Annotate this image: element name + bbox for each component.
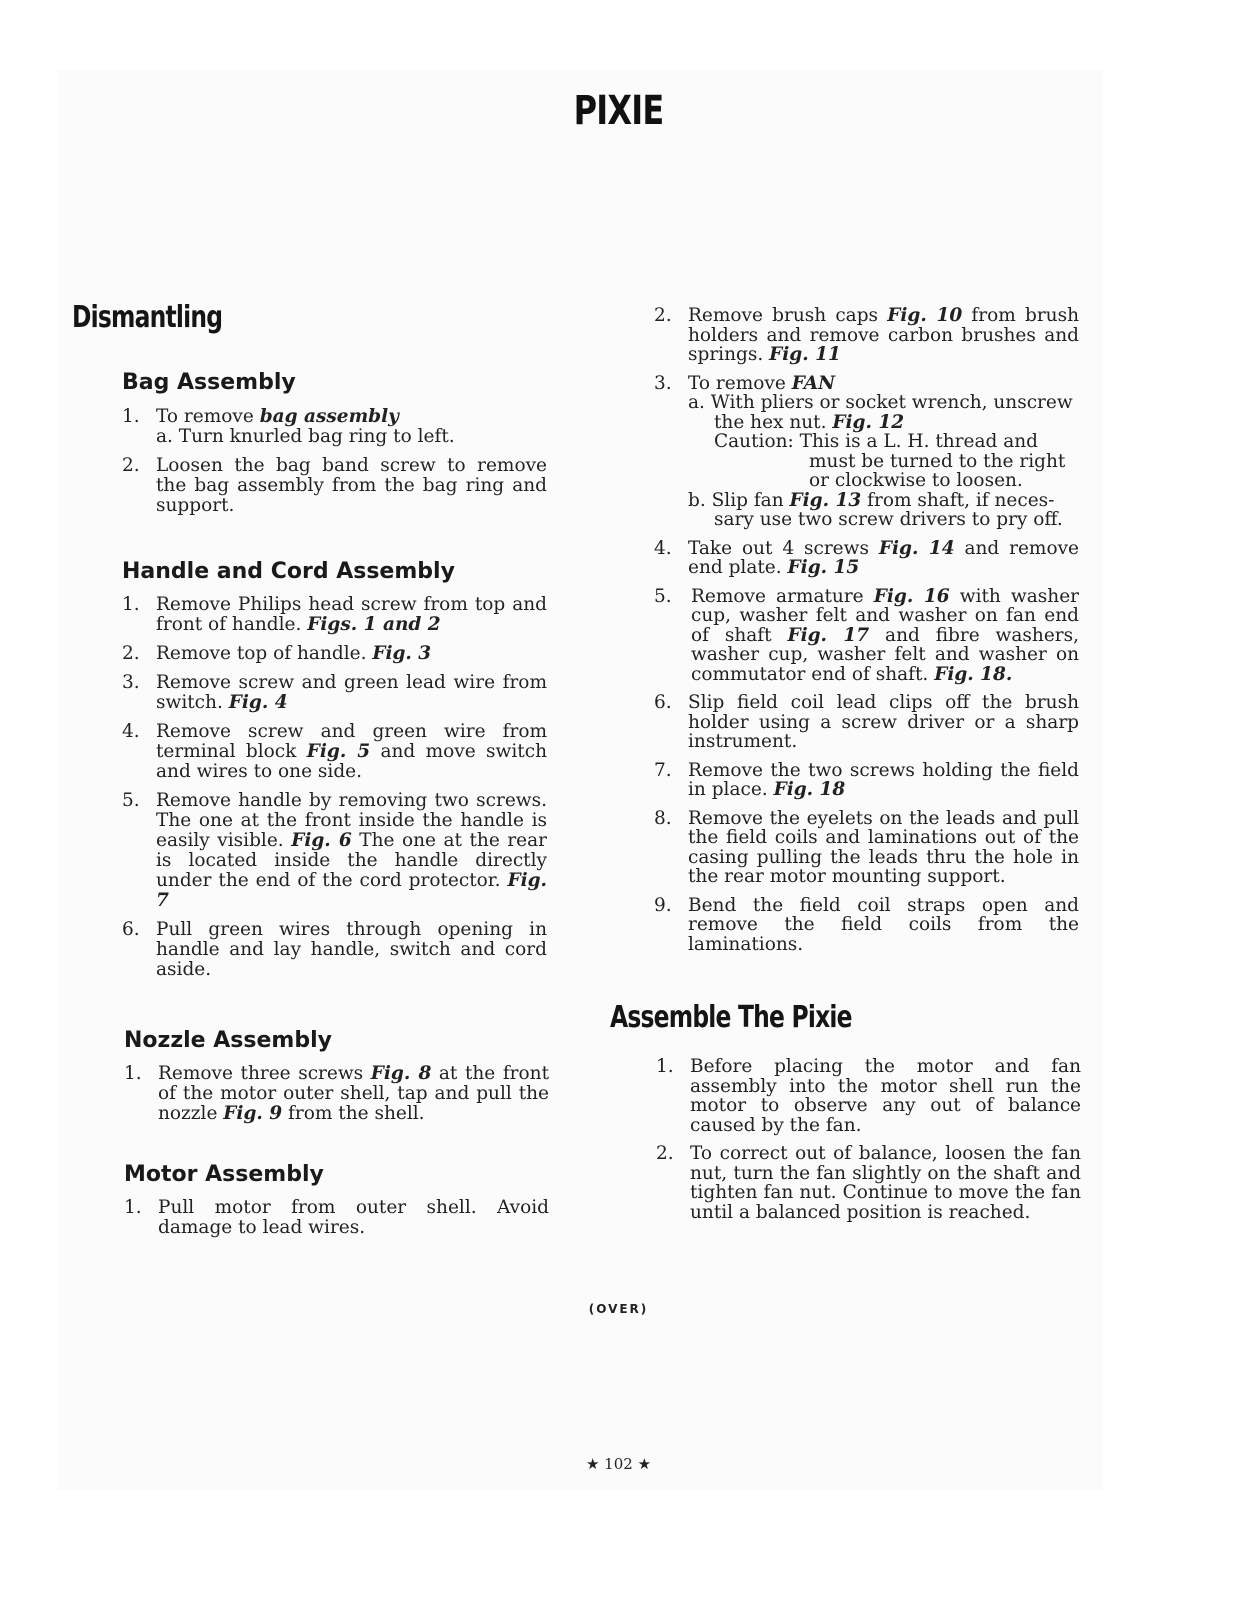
page-title: PIXIE (573, 88, 664, 134)
list-item: 8. Remove the eyelets on the leads and pull the field coils and laminations out of the casing pulling the leads thru the hole in the rear motor mounting support. (654, 807, 1079, 887)
list-item: 5. Remove armature Fig. 16 with washer cup, washer felt and washer on fan end of shaft Fig. 17 and fibre washers, washer cup, washer felt and washer on commutator end of shaft. Fig. 18. (654, 585, 1079, 685)
list-item: 6. Pull green wires through opening in handle and lay handle, switch and cord aside. (122, 919, 547, 980)
dismantling-heading: Dismantling (72, 300, 223, 335)
nozzle-assembly-list (124, 1064, 549, 1133)
list-item: 7. Remove the two screws holding the field in place. Fig. 18 (654, 759, 1079, 800)
list-item: 1. Remove Philips head screw from top and front of handle. Figs. 1 and 2 (122, 594, 547, 635)
handle-cord-assembly-list (122, 595, 547, 989)
list-item: 4. Remove screw and green wire from terminal block Fig. 5 and move switch and wires to one side. (122, 721, 548, 782)
list-item: 1. Pull motor from outer shell. Avoid damage to lead wires. (124, 1197, 549, 1238)
handle-cord-assembly-heading: Handle and Cord Assembly (122, 559, 455, 584)
list-item: 2. Remove top of handle. Fig. 3 (122, 643, 432, 664)
motor-assembly-heading: Motor Assembly (124, 1162, 324, 1187)
page-number: ★ 102 ★ (585, 1455, 652, 1473)
list-item: 2. To correct out of balance, loosen the fan nut, turn the fan slightly on the shaft and tighten fan nut. Continue to move the fan until a balanced position is reached. (656, 1143, 1081, 1223)
over-note: (OVER) (588, 1302, 649, 1316)
list-item: 1. To remove bag assembly a. Turn knurled bag ring to left. (122, 406, 455, 447)
list-item: 1. Remove three screws Fig. 8 at the front of the motor outer shell, tap and pull the nozzle Fig. 9 from the shell. (124, 1063, 549, 1124)
assemble-list (656, 1057, 1081, 1231)
nozzle-assembly-heading: Nozzle Assembly (124, 1028, 332, 1053)
list-item: 9. Bend the field coil straps open and remove the field coils from the laminations. (654, 894, 1079, 955)
assemble-heading: Assemble The Pixie (610, 1000, 852, 1035)
list-item: 5. Remove handle by removing two screws. The one at the front inside the handle is easily visible. Fig. 6 The one at the rear is located inside the handle directly under the end of the cord protector. Fig. 7 (122, 790, 547, 911)
list-item: 2. Remove brush caps Fig. 10 from brush holders and remove carbon brushes and springs. Fig. 11 (654, 305, 1079, 365)
list-item: 3. To remove FAN a. With pliers or socket wrench, unscrew the hex nut. Fig. 12 Caution: This is a L. H. thread and must be turned to the right or clockwise to loosen. b. Slip fan Fig. 13 from shaft, if neces- sary use two screw drivers to pry off. (654, 372, 1073, 530)
list-item: 3. Remove screw and green lead wire from switch. Fig. 4 (122, 672, 547, 713)
motor-assembly-list (124, 1198, 549, 1247)
list-item: 6. Slip field coil lead clips off the brush holder using a screw driver or a sharp instrument. (654, 692, 1079, 752)
list-item: 1. Before placing the motor and fan assembly into the motor shell run the motor to observe any out of balance caused by the fan. (656, 1056, 1081, 1136)
bag-assembly-list (122, 407, 547, 525)
dismantling-continued-list (654, 306, 1079, 963)
list-item: 2. Loosen the bag band screw to remove the bag assembly from the bag ring and support. (122, 455, 547, 516)
list-item: 4. Take out 4 screws Fig. 14 and remove end plate. Fig. 15 (654, 537, 1079, 578)
bag-assembly-heading: Bag Assembly (122, 370, 296, 395)
